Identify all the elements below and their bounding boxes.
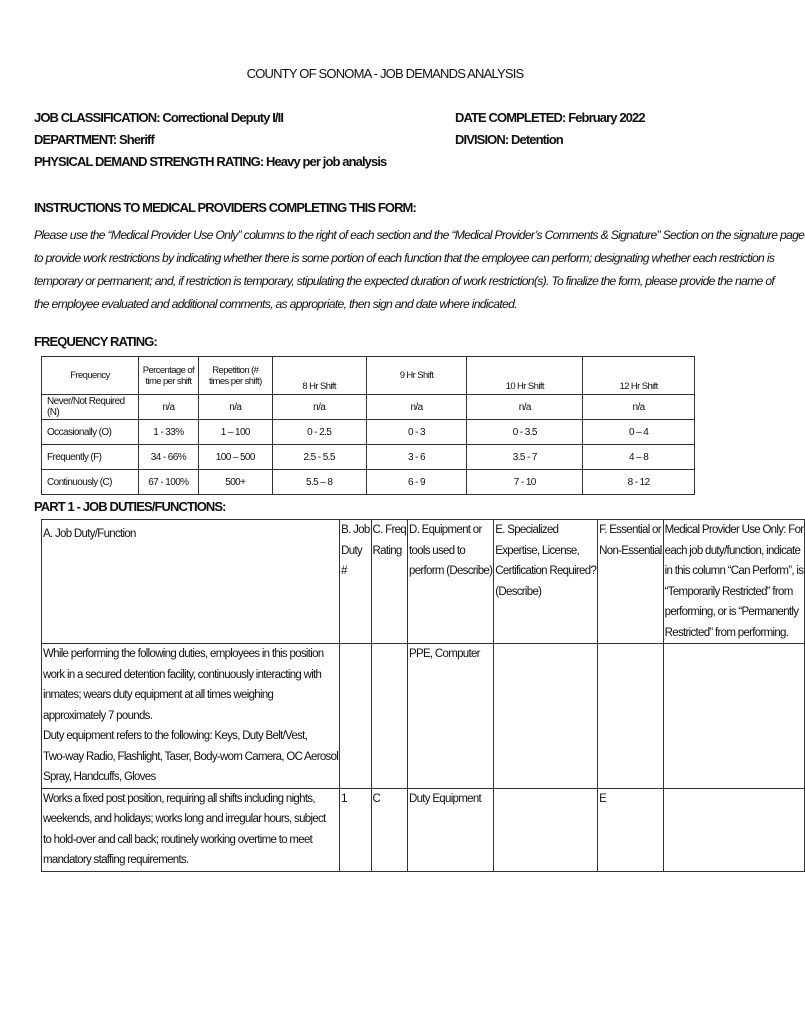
freq-rep: 1 – 100 — [198, 420, 272, 445]
header-line: Non-Essential — [599, 544, 662, 557]
freq-label: Never/Not Required (N) — [42, 395, 139, 420]
frequency-header-row — [42, 357, 695, 395]
freq-pct: 1 - 33% — [138, 420, 198, 445]
header-line: Duty — [341, 544, 362, 557]
freq-h12: n/a — [583, 395, 695, 420]
frequency-row — [42, 420, 695, 445]
header-line: # — [341, 565, 347, 577]
equipment: Duty Equipment — [408, 788, 494, 871]
duty-number — [340, 644, 371, 789]
strength-rating: PHYSICAL DEMAND STRENGTH RATING: Heavy per job analysis — [34, 154, 387, 169]
duty-line: Two-way Radio, Flashlight, Taser, Body-worn Camera, OC Aerosol — [43, 750, 339, 763]
col-a-header — [42, 520, 340, 644]
instructions-heading: INSTRUCTIONS TO MEDICAL PROVIDERS COMPLETING THIS FORM: — [34, 200, 416, 215]
freq-label: Continuously (C) — [42, 470, 139, 495]
freq-rep: 100 – 500 — [198, 445, 272, 470]
header-line: performing, or is “Permanently — [664, 606, 799, 618]
header-line: in this column “Can Perform”, is — [664, 565, 804, 577]
freq-h9: 3 - 6 — [366, 445, 467, 470]
duty-line: work in a secured detention facility, continuously interacting with — [43, 668, 322, 681]
duty-line: to hold-over and call back; routinely working overtime to meet — [43, 833, 313, 846]
duty-line: approximately 7 pounds. — [43, 709, 153, 722]
freq-rep: 500+ — [198, 470, 272, 495]
header-line: Percentage of — [142, 364, 195, 376]
header-line: C. Freq — [372, 524, 406, 536]
specialized-expertise — [494, 788, 598, 871]
freq-h9: n/a — [366, 395, 467, 420]
percentage-col-header — [138, 357, 198, 395]
freq-h8: 0 - 2.5 — [272, 420, 366, 445]
freq-rep: n/a — [198, 395, 272, 420]
frequency-row — [42, 470, 695, 495]
instructions-line: Please use the “Medical Provider Use Only” columns to the right of each section and the “Medical Provider’s Comments & Signature” Section on the signature page — [34, 228, 805, 242]
freq-pct: 67 - 100% — [138, 470, 198, 495]
freq-h9: 0 - 3 — [366, 420, 467, 445]
frequency-row — [42, 395, 695, 420]
header-line: Medical Provider Use Only: For — [664, 524, 804, 536]
freq-pct: 34 - 66% — [138, 445, 198, 470]
header-line: Certification Required? — [495, 565, 597, 577]
instructions-body — [34, 224, 805, 316]
freq-pct: n/a — [138, 395, 198, 420]
header-line: F. Essential or — [599, 524, 661, 536]
header-line: (Describe) — [495, 585, 542, 598]
instructions-line: temporary or permanent; and, if restriction is temporary, stipulating the expected duration of work restriction(s). To finalize the form, please provide the name of — [34, 274, 775, 288]
duty-line: weekends, and holidays; works long and irregular hours, subject — [43, 813, 326, 825]
freq-h10: 7 - 10 — [467, 470, 583, 495]
header-line: “Temporarily Restricted” from — [664, 585, 793, 598]
instructions-line: the employee evaluated and additional comments, as appropriate, then sign and date where indicated. — [34, 297, 517, 311]
job-duties-table — [41, 519, 805, 872]
freq-h9: 6 - 9 — [366, 470, 467, 495]
freq-label: Frequently (F) — [42, 445, 139, 470]
duty-line: Spray, Handcuffs, Gloves — [43, 771, 156, 783]
duty-row — [42, 788, 805, 871]
header-line: Expertise, License, — [495, 544, 580, 557]
header-line: E. Specialized — [495, 524, 559, 536]
header-line: B. Job — [341, 524, 370, 536]
header-line: Repetition (# — [212, 364, 259, 376]
freq-h8: n/a — [272, 395, 366, 420]
duty-line: While performing the following duties, employees in this position — [43, 648, 324, 660]
shift-12-header: 12 Hr Shift — [583, 357, 695, 395]
specialized-expertise — [494, 644, 598, 789]
header-line: times per shift) — [208, 375, 262, 387]
col-e-header — [494, 520, 598, 644]
duty-line: inmates; wears duty equipment at all times weighing — [43, 689, 274, 701]
col-f-header — [598, 520, 664, 644]
freq-h10: 3.5 - 7 — [467, 445, 583, 470]
freq-h12: 4 – 8 — [583, 445, 695, 470]
freq-h12: 0 – 4 — [583, 420, 695, 445]
header-line: perform (Describe) — [409, 565, 493, 577]
duty-number: 1 — [340, 788, 371, 871]
medical-provider-cell — [663, 644, 805, 789]
shift-9-header: 9 Hr Shift — [366, 357, 467, 395]
shift-8-header: 8 Hr Shift — [272, 357, 366, 395]
col-b-header — [340, 520, 371, 644]
division: DIVISION: Detention — [455, 132, 563, 147]
medical-provider-cell — [663, 788, 805, 871]
page-title: COUNTY OF SONOMA - JOB DEMANDS ANALYSIS — [246, 66, 524, 81]
essential-flag: E — [598, 788, 664, 871]
freq-h8: 5.5 – 8 — [272, 470, 366, 495]
date-completed: DATE COMPLETED: February 2022 — [455, 110, 645, 125]
job-classification: JOB CLASSIFICATION: Correctional Deputy I/II — [34, 110, 284, 125]
header-line: A. Job Duty/Function — [43, 528, 136, 540]
department: DEPARTMENT: Sheriff — [34, 132, 154, 147]
header-line: Rating — [372, 544, 402, 557]
shift-10-header: 10 Hr Shift — [467, 357, 583, 395]
duties-header-row — [42, 520, 805, 644]
freq-rating: C — [371, 788, 407, 871]
col-g-header — [663, 520, 805, 644]
duty-line: Duty equipment refers to the following: Keys, Duty Belt/Vest, — [43, 730, 308, 742]
freq-h12: 8 - 12 — [583, 470, 695, 495]
freq-h8: 2.5 - 5.5 — [272, 445, 366, 470]
equipment: PPE, Computer — [408, 644, 494, 789]
frequency-row — [42, 445, 695, 470]
repetition-col-header — [198, 357, 272, 395]
freq-h10: 0 - 3.5 — [467, 420, 583, 445]
header-line: D. Equipment or — [409, 524, 482, 536]
freq-rating — [371, 644, 407, 789]
frequency-heading: FREQUENCY RATING: — [34, 334, 157, 349]
col-c-header — [371, 520, 407, 644]
freq-label: Occasionally (O) — [42, 420, 139, 445]
instructions-line: to provide work restrictions by indicating whether there is some portion of each function that the employee can perform; designating whether each restriction is — [34, 251, 775, 265]
header-line: tools used to — [409, 544, 466, 557]
essential-flag — [598, 644, 664, 789]
duty-line: mandatory staffing requirements. — [43, 854, 189, 866]
freq-h10: n/a — [467, 395, 583, 420]
duty-row — [42, 644, 805, 789]
duty-description — [42, 788, 340, 871]
frequency-col-header: Frequency — [42, 357, 139, 395]
header-line: each job duty/function, indicate — [664, 544, 801, 557]
duty-description — [42, 644, 340, 789]
header-line: Restricted” from performing. — [664, 626, 789, 639]
frequency-table — [41, 356, 695, 495]
part1-heading: PART 1 - JOB DUTIES/FUNCTIONS: — [34, 499, 226, 514]
duty-line: Works a fixed post position, requiring all shifts including nights, — [43, 792, 315, 805]
col-d-header — [408, 520, 494, 644]
header-line: time per shift — [145, 375, 192, 387]
